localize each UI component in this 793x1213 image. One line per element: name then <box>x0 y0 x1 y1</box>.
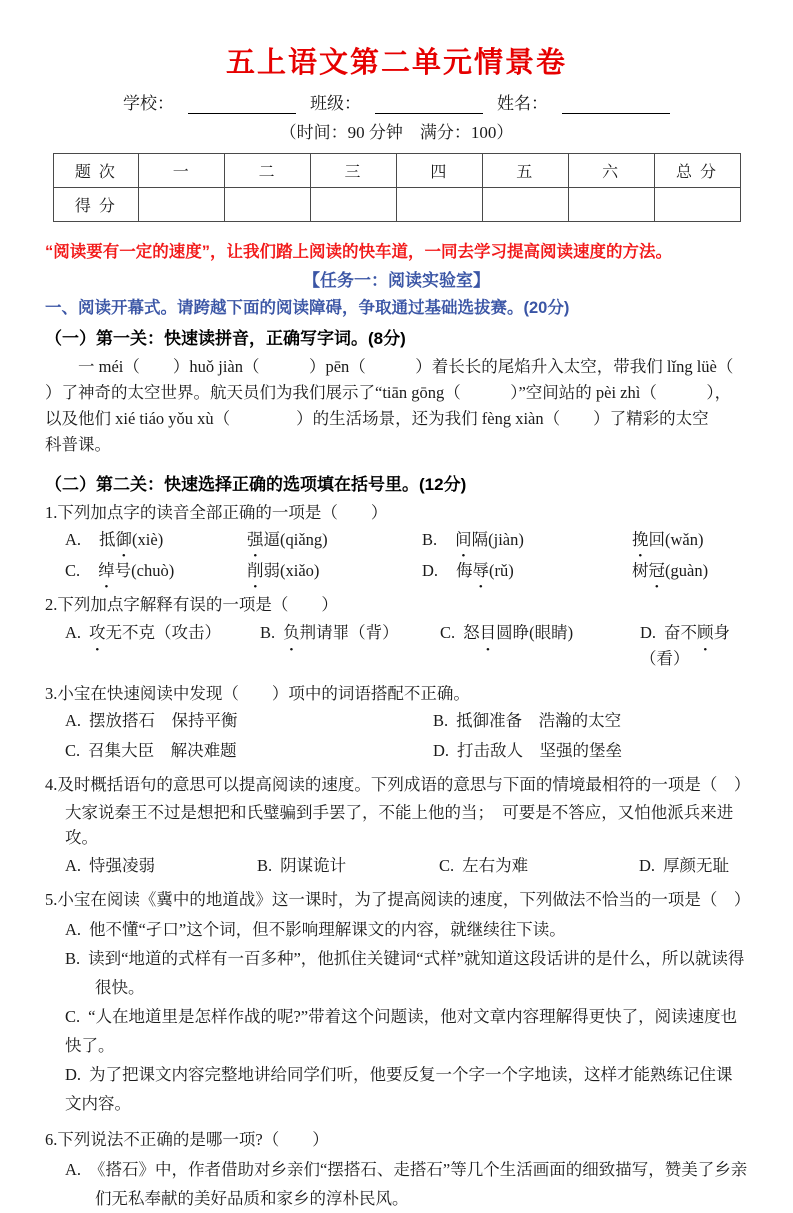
option-text: 他不懂“孑口”这个词，但不影响理解课文的内容，就继续往下读。 <box>89 920 566 939</box>
option-b <box>45 944 748 1002</box>
option-letter: A. <box>65 530 82 549</box>
option-letter: D. <box>422 561 439 580</box>
option-text: 左右为难 <box>462 856 529 875</box>
option-text: 读到“地道的式样有一百多种”，他抓住关键词“式样”就知道这段话讲的是什么，所以就读得很快。 <box>88 949 745 997</box>
option-text: 召集大臣 解决难题 <box>88 741 237 760</box>
score-table-score-row <box>53 188 740 222</box>
option-word: 侮辱(rǔ) <box>456 561 514 580</box>
question-5-stem: 5.小宝在阅读《冀中的地道战》这一课时，为了提高阅读的速度，下列做法不恰当的一项是（ ） <box>45 890 751 909</box>
option-word: 绰号(chuò) <box>98 561 175 580</box>
option-letter: D. <box>639 856 656 875</box>
option-text: 恃强凌弱 <box>89 856 156 875</box>
pinyin-line: 一 méi（ ）huǒ jiàn（ ）pēn（ ）着长长的尾焰升入太空，带我们 lǐng lüè（ <box>78 357 734 376</box>
question-1-options <box>45 528 748 583</box>
question-6-stem: 6.下列说法不正确的是哪一项?（ ） <box>45 1130 329 1149</box>
option-c <box>45 1002 748 1060</box>
name-blank <box>562 95 670 114</box>
question-3-stem: 3.小宝在快速阅读中发现（ ）项中的词语搭配不正确。 <box>45 684 470 703</box>
part2-heading: （二）第二关：快速选择正确的选项填在括号里。(12分) <box>45 475 467 494</box>
option-letter: A. <box>65 856 82 875</box>
option-b <box>257 853 439 878</box>
option-b <box>260 620 440 672</box>
score-table-header-cell: 二 <box>225 154 311 188</box>
pinyin-line: 以及他们 xié tiáo yǒu xù（ ）的生活场景，还为我们 fèng xiàn（ ）了精彩的太空 <box>45 409 709 428</box>
option-letter: C. <box>439 856 455 875</box>
option-letter: B. <box>422 530 438 549</box>
option-a <box>45 1155 748 1213</box>
option-word: 负荆请罪（背） <box>283 623 399 642</box>
option-letter: B. <box>65 949 81 968</box>
option-letter: A. <box>65 623 82 642</box>
option-b <box>433 709 748 733</box>
option-a <box>65 528 247 552</box>
score-table-header-cell: 总 分 <box>654 154 740 188</box>
option-d <box>45 1060 748 1118</box>
score-cell-empty <box>568 188 654 222</box>
pinyin-line: ）了神奇的太空世界。航天员们为我们展示了“tiān gōng（ ）”空间站的 pèi zhì（ ）， <box>45 383 732 402</box>
school-label: 学校： <box>123 94 174 113</box>
option-d <box>640 620 748 672</box>
option-word: 强逼(qiǎng) <box>247 530 328 549</box>
option-letter: D. <box>433 741 450 760</box>
score-cell-empty <box>397 188 483 222</box>
option-a <box>65 709 433 733</box>
question-2-options <box>45 620 748 672</box>
option-letter: A. <box>65 920 82 939</box>
option-text: “人在地道里是怎样作战的呢?”带着这个问题读，他对文章内容理解得更快了，阅读速度也快了。 <box>65 1007 738 1055</box>
option-text: 摆放搭石 保持平衡 <box>89 711 238 730</box>
intro-text: “阅读要有一定的速度”，让我们踏上阅读的快车道，一同去学习提高阅读速度的方法。 <box>45 243 672 261</box>
option-word: 抵御(xiè) <box>99 530 164 549</box>
score-cell-empty <box>225 188 311 222</box>
score-cell-empty <box>654 188 740 222</box>
option-text: 为了把课文内容完整地讲给同学们听，他要反复一个字一个字地读，这样才能熟练记住课文内容。 <box>65 1065 733 1113</box>
class-label: 班级： <box>310 94 361 113</box>
option-word: 树冠(guàn) <box>632 561 709 580</box>
score-table-header-cell: 题 次 <box>53 154 139 188</box>
option-d <box>639 853 748 878</box>
option-letter: C. <box>65 561 81 580</box>
question-3 <box>45 681 748 763</box>
option-letter: B. <box>257 856 273 875</box>
option-c <box>65 739 433 763</box>
option-letter: D. <box>640 623 657 642</box>
part1-heading: （一）第一关：快速读拼音，正确写字词。(8分) <box>45 329 406 348</box>
question-4-options <box>45 853 748 878</box>
score-table-header-cell: 四 <box>397 154 483 188</box>
question-2-stem: 2.下列加点字解释有误的一项是（ ） <box>45 595 338 614</box>
option-c <box>439 853 639 878</box>
option-letter: C. <box>440 623 456 642</box>
option-letter: C. <box>65 1007 81 1026</box>
pinyin-line: 科普课。 <box>45 435 111 454</box>
school-blank <box>188 95 296 114</box>
option-letter: A. <box>65 1160 82 1179</box>
option-letter: A. <box>65 711 82 730</box>
option-c <box>440 620 640 672</box>
time-score-line: （时间：90 分钟 满分：100） <box>279 123 514 142</box>
option-d <box>422 559 632 583</box>
question-4-stem: 4.及时概括语句的意思可以提高阅读的速度。下列成语的意思与下面的情境最相符的一项是（ ） <box>45 775 751 794</box>
option-word: 削弱(xiǎo) <box>247 561 320 580</box>
section-one-heading: 一、阅读开幕式。请跨越下面的阅读障碍，争取通过基础选拔赛。(20分) <box>45 299 570 317</box>
option-letter: D. <box>65 1065 82 1084</box>
score-table-header-row <box>53 154 740 188</box>
question-3-options <box>45 709 748 763</box>
option-a <box>65 620 260 672</box>
student-info-line <box>45 89 748 114</box>
score-table-header-cell: 三 <box>311 154 397 188</box>
score-cell-empty <box>311 188 397 222</box>
option-word: 挽回(wǎn) <box>632 530 704 549</box>
task-one-header: 【任务一：阅读实验室】 <box>303 271 490 290</box>
name-label: 姓名： <box>497 94 548 113</box>
question-5 <box>45 887 751 1118</box>
option-word: 怒目圆睁(眼睛) <box>463 623 574 642</box>
option-a <box>45 915 748 944</box>
option-word: 奋不顾身（看） <box>640 623 731 668</box>
option-letter: C. <box>65 741 81 760</box>
page-title: 五上语文第二单元情景卷 <box>225 47 567 79</box>
score-row-label: 得 分 <box>53 188 139 222</box>
score-cell-empty <box>139 188 225 222</box>
option-text: 阴谋诡计 <box>280 856 347 875</box>
question-4-context: 大家说秦王不过是想把和氏璧骗到手罢了，不能上他的当； 可要是不答应，又怕他派兵来进攻。 <box>65 803 734 847</box>
score-table-header-cell: 六 <box>568 154 654 188</box>
question-2 <box>45 592 748 672</box>
option-text: 《搭石》中，作者借助对乡亲们“摆搭石、走搭石”等几个生活画面的细致描写，赞美了乡亲们无私奉献的美好品质和家乡的淳朴民风。 <box>89 1160 748 1208</box>
class-blank <box>375 95 483 114</box>
option-text: 厚颜无耻 <box>663 856 730 875</box>
pinyin-paragraph <box>45 354 748 458</box>
option-b <box>422 528 632 552</box>
option-text: 抵御准备 浩瀚的太空 <box>456 711 622 730</box>
question-1 <box>45 500 748 583</box>
option-c <box>65 559 247 583</box>
question-6 <box>45 1127 748 1213</box>
question-1-stem: 1.下列加点字的读音全部正确的一项是（ ） <box>45 503 388 522</box>
option-text: 打击敌人 坚强的堡垒 <box>457 741 623 760</box>
option-letter: B. <box>260 623 276 642</box>
score-table <box>53 153 741 222</box>
score-cell-empty <box>482 188 568 222</box>
score-table-header-cell: 五 <box>482 154 568 188</box>
option-letter: B. <box>433 711 449 730</box>
score-table-header-cell: 一 <box>139 154 225 188</box>
question-4 <box>45 772 751 878</box>
option-a <box>65 853 257 878</box>
option-word: 攻无不克（攻击） <box>89 623 222 642</box>
option-d <box>433 739 748 763</box>
option-word: 间隔(jiàn) <box>455 530 524 549</box>
